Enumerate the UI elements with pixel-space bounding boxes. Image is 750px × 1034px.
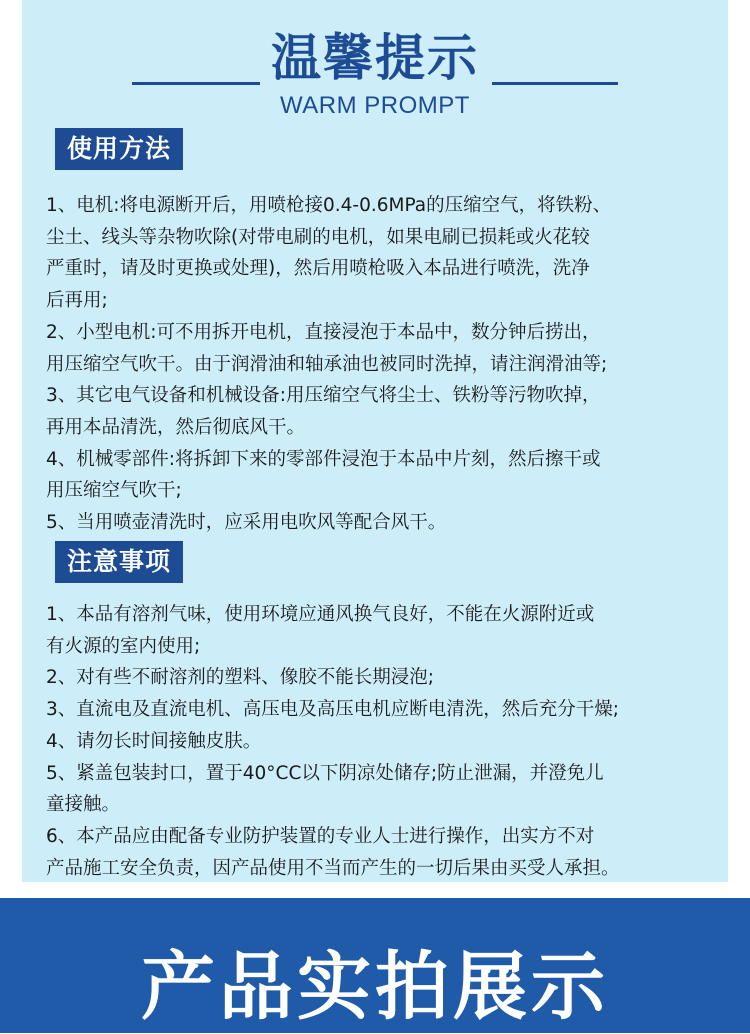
- usage-line: 尘土、线头等杂物吹除(对带电刷的电机，如果电刷已损耗或火花较: [46, 226, 590, 248]
- usage-line: 严重时，请及时更换或处理)，然后用喷枪吸入本品进行喷洗，洗净: [46, 258, 590, 280]
- usage-section-label: 使用方法: [55, 128, 183, 170]
- caution-line: 6、本产品应由配备专业防护装置的专业人士进行操作，出实方不对: [46, 825, 595, 847]
- caution-line: 有火源的室内使用;: [46, 635, 201, 657]
- page-subtitle: WARM PROMPT: [280, 92, 470, 119]
- usage-line: 4、机械零部件:将拆卸下来的零部件浸泡于本品中片刻，然后擦干或: [46, 448, 601, 470]
- caution-line: 产品施工安全负责，因产品使用不当而产生的一切后果由买受人承担。: [46, 857, 620, 879]
- caution-text: [46, 599, 746, 884]
- caution-line: 1、本品有溶剂气味，使用环境应通风换气良好，不能在火源附近或: [46, 604, 595, 625]
- usage-line: 1、电机:将电源断开后，用喷枪接0.4-0.6MPa的压缩空气，将铁粉、: [46, 195, 612, 216]
- usage-line: 后再用;: [46, 290, 108, 312]
- title-divider-left: [132, 82, 260, 85]
- caution-line: 2、对有些不耐溶剂的塑料、像胶不能长期浸泡;: [46, 667, 435, 689]
- usage-line: 2、小型电机:可不用拆开电机，直接浸泡于本品中，数分钟后捞出，: [46, 321, 601, 343]
- usage-line: 用压缩空气吹干;: [46, 480, 182, 502]
- page-title: 温馨提示: [271, 29, 479, 87]
- header: [0, 28, 750, 88]
- caution-line: 童接触。: [46, 794, 121, 816]
- banner-title: 产品实拍展示: [141, 944, 609, 1030]
- caution-line: 5、紧盖包装封口，置于40°CC以下阴凉处储存;防止泄漏，并澄免儿: [46, 762, 604, 784]
- usage-line: 用压缩空气吹干。由于润滑油和轴承油也被同时洗掉，请注润滑油等;: [46, 353, 608, 375]
- usage-line: 3、其它电气设备和机械设备:用压缩空气将尘士、铁粉等污物吹掉，: [46, 385, 601, 407]
- usage-text: [46, 190, 746, 539]
- title-divider-right: [492, 82, 618, 85]
- caution-line: 4、请勿长时间接触皮肤。: [46, 730, 262, 752]
- caution-section-label: 注意事项: [55, 541, 183, 583]
- usage-line: 再用本品清洗，然后彻底风干。: [46, 416, 306, 438]
- usage-line: 5、当用喷壶清洗时，应采用电吹风等配合风干。: [46, 512, 447, 534]
- caution-line: 3、直流电及直流电机、高压电及高压电机应断电清洗，然后充分干燥;: [46, 699, 620, 721]
